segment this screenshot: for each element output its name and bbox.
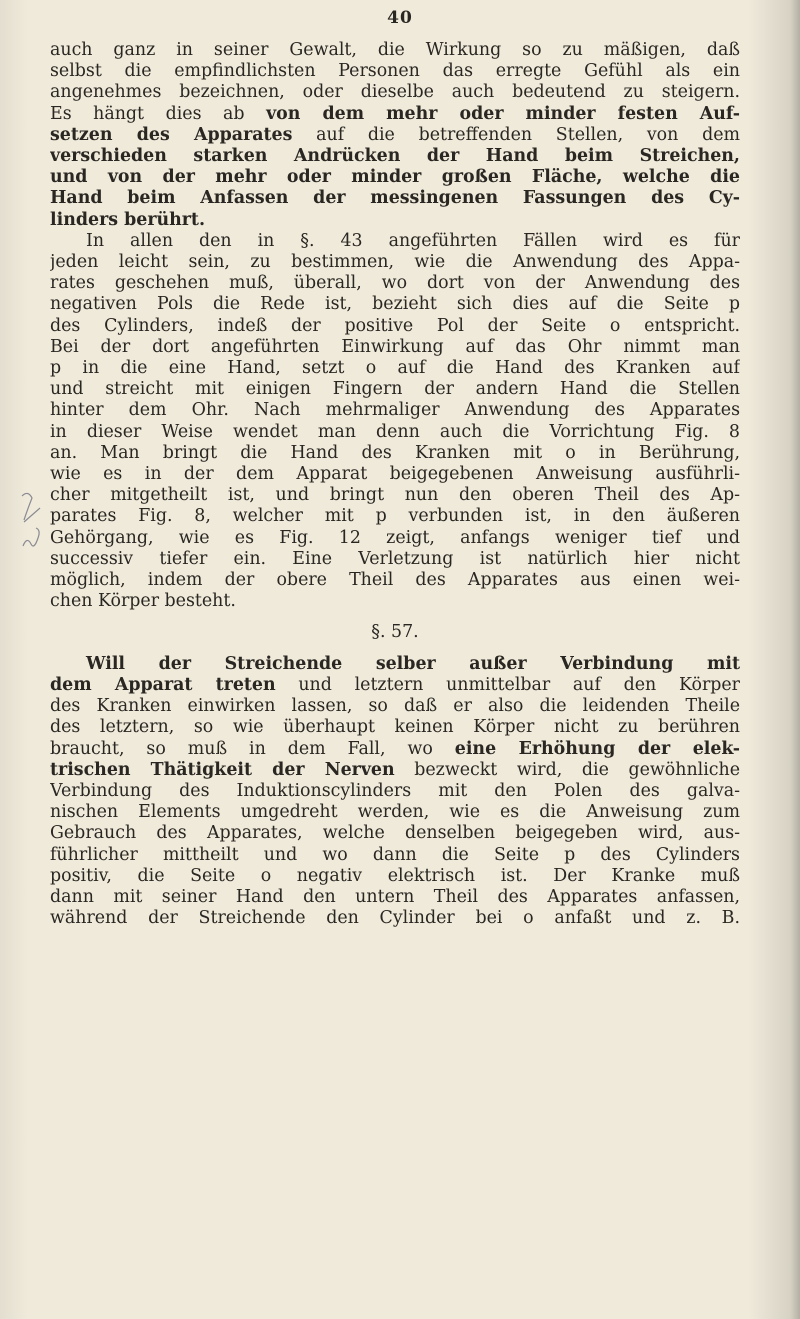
bold-phrase: von dem mehr oder minder festen Auf- — [266, 103, 740, 124]
line-text: negativen Pols die Rede ist, bezieht sich dies auf die Seite p — [50, 294, 740, 315]
bold-phrase: Will der Streichende selber außer Verbindung mit — [86, 653, 740, 674]
text-line — [50, 443, 740, 464]
line-text: auf die betreffenden Stellen, von dem — [292, 124, 740, 145]
line-text: während der Streichende den Cylinder bei o anfaßt und z. B. — [50, 908, 740, 929]
text-line — [50, 464, 740, 485]
pencil-margin-annotation — [18, 488, 46, 568]
text-line — [50, 294, 740, 315]
line-text: §. 57. — [371, 622, 419, 643]
line-text: nischen Elements umgedreht werden, wie es die Anweisung zum — [50, 802, 740, 823]
text-line — [50, 570, 740, 591]
text-line — [50, 125, 740, 146]
text-line — [50, 717, 740, 738]
bold-phrase: verschieden starken Andrücken der Hand beim Streichen, — [50, 146, 740, 167]
text-line — [50, 167, 740, 188]
section-heading — [50, 622, 740, 643]
text-line — [50, 379, 740, 400]
text-line — [50, 188, 740, 209]
text-line — [50, 887, 740, 908]
text-line — [50, 696, 740, 717]
line-text: hinter dem Ohr. Nach mehrmaliger Anwendung des Apparates — [50, 400, 740, 421]
bold-phrase: eine Erhöhung der elek- — [454, 738, 740, 759]
text-line — [50, 273, 740, 294]
line-text: des letztern, so wie überhaupt keinen Körper nicht zu berühren — [50, 717, 740, 738]
line-text: Verbindung des Induktionscylinders mit den Polen des galva- — [50, 780, 740, 801]
line-text: p in die eine Hand, setzt o auf die Hand des Kranken auf — [50, 358, 740, 379]
text-line — [50, 146, 740, 167]
text-line — [50, 358, 740, 379]
text-line — [50, 485, 740, 506]
text-line — [50, 823, 740, 844]
text-line — [50, 82, 740, 103]
text-line — [50, 781, 740, 802]
line-text: des Cylinders, indeß der positive Pol der Seite o entspricht. — [50, 315, 740, 336]
body-text — [50, 40, 740, 929]
text-line — [50, 866, 740, 887]
text-line — [50, 40, 740, 61]
text-line — [50, 422, 740, 443]
page-number: 40 — [387, 8, 413, 28]
text-line — [50, 908, 740, 929]
line-text: selbst die empfindlichsten Personen das erregte Gefühl als ein — [50, 61, 740, 82]
line-text: Gebrauch des Apparates, welche denselben beigegeben wird, aus- — [50, 823, 740, 844]
line-text: In allen den in §. 43 angeführten Fällen wird es für — [86, 230, 740, 251]
text-line — [50, 252, 740, 273]
text-line — [50, 675, 740, 696]
line-text: positiv, die Seite o negativ elektrisch ist. Der Kranke muß — [50, 865, 740, 886]
bold-phrase: linders berührt. — [50, 209, 206, 230]
text-line — [50, 506, 740, 527]
text-line — [50, 400, 740, 421]
line-text: chen Körper besteht. — [50, 591, 236, 612]
text-line — [50, 549, 740, 570]
line-text: bezweckt wird, die gewöhnliche — [394, 759, 740, 780]
text-line — [50, 231, 740, 252]
text-line — [50, 845, 740, 866]
line-text: und letztern unmittelbar auf den Körper — [275, 674, 740, 695]
line-text: rates geschehen muß, überall, wo dort von der Anwendung des — [50, 273, 740, 294]
line-text: des Kranken einwirken lassen, so daß er also die leidenden Theile — [50, 696, 740, 717]
text-line — [50, 528, 740, 549]
line-text: Gehörgang, wie es Fig. 12 zeigt, anfangs weniger tief und — [50, 527, 740, 548]
text-line — [50, 337, 740, 358]
bold-phrase: trischen Thätigkeit der Nerven — [50, 759, 395, 780]
line-text: dann mit seiner Hand den untern Theil des Apparates anfassen, — [50, 886, 740, 907]
line-text: und streicht mit einigen Fingern der andern Hand die Stellen — [50, 379, 740, 400]
line-text: Es hängt dies ab — [50, 103, 267, 124]
text-line — [50, 591, 740, 612]
bold-phrase: und von der mehr oder minder großen Fläche, welche die — [50, 167, 740, 188]
text-line — [50, 61, 740, 82]
text-line — [50, 316, 740, 337]
bold-phrase: dem Apparat treten — [50, 674, 276, 695]
text-line — [50, 739, 740, 760]
bold-phrase: setzen des Apparates — [50, 124, 293, 145]
bold-phrase: Hand beim Anfassen der messingenen Fassungen des Cy- — [50, 188, 740, 209]
line-text: successiv tiefer ein. Eine Verletzung ist natürlich hier nicht — [50, 548, 740, 569]
text-line — [50, 210, 740, 231]
line-text: an. Man bringt die Hand des Kranken mit o in Berührung, — [50, 442, 740, 463]
line-text: führlicher mittheilt und wo dann die Seite p des Cylinders — [50, 844, 740, 865]
line-text: möglich, indem der obere Theil des Apparates aus einen wei- — [50, 570, 740, 591]
line-text: braucht, so muß in dem Fall, wo — [50, 738, 455, 759]
line-text: parates Fig. 8, welcher mit p verbunden ist, in den äußeren — [50, 506, 740, 527]
line-text: Bei der dort angeführten Einwirkung auf das Ohr nimmt man — [50, 336, 740, 357]
line-text: angenehmes bezeichnen, oder dieselbe auch bedeutend zu steigern. — [50, 82, 740, 103]
line-text: cher mitgetheilt ist, und bringt nun den oberen Theil des Ap- — [50, 485, 740, 506]
text-line — [50, 654, 740, 675]
line-text: jeden leicht sein, zu bestimmen, wie die Anwendung des Appa- — [50, 252, 740, 273]
line-text: in dieser Weise wendet man denn auch die Vorrichtung Fig. 8 — [50, 421, 740, 442]
line-text: auch ganz in seiner Gewalt, die Wirkung so zu mäßigen, daß — [50, 40, 740, 60]
line-text: wie es in der dem Apparat beigegebenen Anweisung ausführli- — [50, 464, 740, 485]
text-line — [50, 802, 740, 823]
text-line — [50, 104, 740, 125]
text-line — [50, 760, 740, 781]
